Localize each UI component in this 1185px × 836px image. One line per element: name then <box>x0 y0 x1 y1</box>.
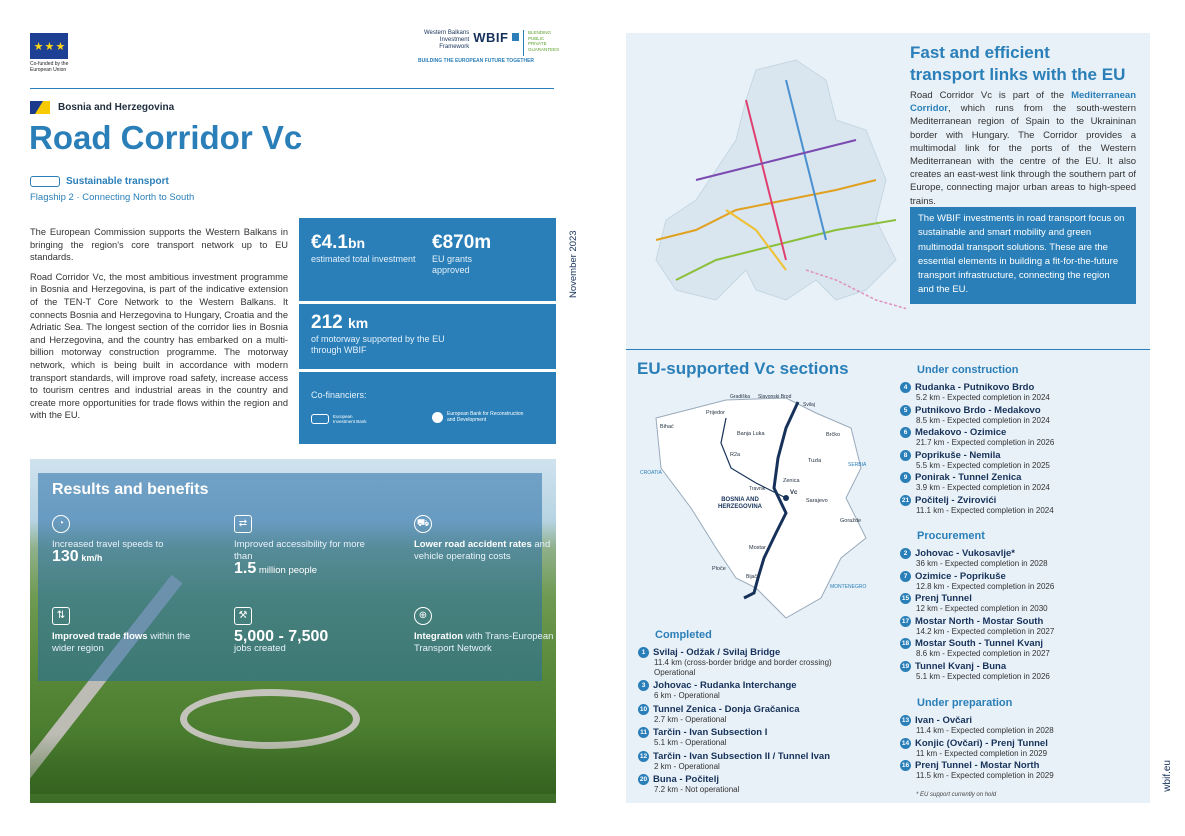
map-city-sarajevo: Sarajevo <box>806 498 828 504</box>
list-item: 18 Mostar South - Tunnel Kvanj 8.6 km - Expected completion in 2027 <box>901 638 1050 658</box>
list-item: 7 Ozimice - Poprikuše 12.8 km - Expected completion in 2026 <box>900 571 1140 592</box>
road-access-icon: ⇄ <box>234 515 252 533</box>
map-city-svilaj: Svilaj <box>803 402 815 408</box>
sector-line <box>30 176 169 187</box>
map-city-mostar: Mostar <box>749 545 766 551</box>
map-city-travnik: Travnik <box>749 486 766 492</box>
motorway-stat-box: 212 km of motorway supported by the EU through WBIF <box>299 304 556 369</box>
right-title: Fast and efficient transport links with the EU <box>910 43 1126 84</box>
preparation-heading: Under preparation <box>917 697 1013 709</box>
map-label-serbia: SERBIA <box>848 462 867 468</box>
construction-list <box>900 382 1140 515</box>
list-item: 17 Mostar North - Mostar South 14.2 km - Expected completion in 2027 <box>901 615 1055 636</box>
investment-label: estimated total investment <box>311 254 416 264</box>
mediterranean-corridor-link: Mediterranean Corridor <box>910 90 1136 115</box>
car-icon: ⛟ <box>414 515 432 533</box>
flagship-label: Flagship 2 · Connecting North to South <box>30 192 195 203</box>
list-item: 19 Tunnel Kvanj - Buna 5.1 km - Expected completion in 2026 <box>901 660 1050 681</box>
sector-label: Sustainable transport <box>66 176 169 187</box>
list-item: 3 Johovac - Rudanka Interchange 6 km - Operational <box>638 680 898 701</box>
map-city-bihac: Bihać <box>660 424 674 430</box>
country-line <box>30 101 174 114</box>
grants-value: €870m <box>432 232 492 253</box>
corridor-text: Road Corridor Vc is part of the Mediterranean Corridor, which runs from the south-western Mediterranean region of Spain to the Ukraininan border with Hungary. The Corridor provides a multimodal link for the ports of the Western Mediterranean with the centre of the EU. It also creates an east-west link through the southern part of Europe, connecting major urban areas to high-speed trains. <box>910 90 1136 207</box>
investment-value: €4.1 <box>311 232 348 253</box>
website-label: wbif.eu <box>1162 760 1173 792</box>
map-label-croatia: CROATIA <box>640 470 662 476</box>
list-item: 12 Tarčin - Ivan Subsection II / Tunnel Ivan 2 km - Operational <box>639 750 831 771</box>
map-label-montenegro: MONTENEGRO <box>830 584 867 590</box>
europe-corridor-map <box>636 40 906 340</box>
intro-paragraph-2: Road Corridor Vc, the most ambitious investment programme in Bosnia and Herzegovina, is part of the indicative extension of the TEN-T Core Network to the Western Balkans. It connects Bosnia and Herzegovina to Hungary, Croatia and the Adriatic Sea. The longest section of the corridor lies in Bosnia and Herzegovina, and the country has embarked on a multi-billion motorway construction programme. The motorway network, which is being built in accordance with modern transport standards, will improve road safety, increase access to tourism centres and industrial areas in the country and create more opportunities for trade flows within the region and with the EU. <box>30 271 288 421</box>
wbif-logo: Western Balkans Investment Framework WBIF BLENDING PUBLIC PRIVATE GUARANTEES BUILDING THE EUROPEAN FUTURE TOGETHER <box>418 30 560 64</box>
map-city-banja-luka: Banja Luka <box>737 431 765 437</box>
results-title: Results and benefits <box>52 481 209 498</box>
intro-text <box>30 226 288 429</box>
tools-icon: ⚒ <box>234 607 252 625</box>
construction-heading: Under construction <box>917 364 1019 376</box>
result-trade: ⇅ Improved trade flows within the wider region <box>52 607 202 655</box>
list-item: 20 Buna - Počitelj 7.2 km - Not operational <box>639 774 740 794</box>
completed-heading: Completed <box>655 629 712 641</box>
bih-flag-icon <box>30 101 50 114</box>
result-jobs: ⚒ 5,000 - 7,500 jobs created <box>234 607 384 655</box>
intro-paragraph-1: The European Commission supports the Western Balkans in bringing the region's core transport network up to EU standards. <box>30 227 288 263</box>
eib-logo: European Investment Bank <box>311 414 373 424</box>
map-label-vc: Vc <box>790 490 798 496</box>
preparation-list <box>900 715 1140 781</box>
list-item: 5 Putnikovo Brdo - Medakovo 8.5 km - Expected completion in 2024 <box>900 405 1140 426</box>
wbif-investment-box: The WBIF investments in road transport focus on sustainable and smart mobility and green multimodal transport solutions. These are the essential elements in building a fit-for-the-future transport infrastructure, connecting the region and the EU. <box>910 207 1136 304</box>
list-item: 21 Počitelj - Zvirovići 11.1 km - Expected completion in 2024 <box>901 494 1054 515</box>
result-speed: ◔ Increased travel speeds to 130 km/h <box>52 515 202 565</box>
map-city-prijedor: Prijedor <box>706 410 725 416</box>
ebrd-logo: European Bank for Reconstruction and Development <box>432 412 527 423</box>
list-item: 14 Konjic (Ovčari) - Prenj Tunnel 11 km - Expected completion in 2029 <box>901 737 1048 758</box>
completed-list <box>638 647 898 795</box>
sections-title: EU-supported Vc sections <box>637 359 849 378</box>
investment-stat-box: €4.1bn estimated total investment €870m EU grants approved <box>299 218 556 301</box>
eu-flag-logo: ★ ★ ★ <box>30 33 68 59</box>
list-item: 2 Johovac - Vukosavlje* 36 km - Expected completion in 2028 <box>900 548 1140 569</box>
list-item: 11 Tarčin - Ivan Subsection I 5.1 km - Operational <box>638 727 898 748</box>
footnote: * EU support currently on hold <box>916 792 997 798</box>
km-label: of motorway supported by the EU through WBIF <box>311 334 445 355</box>
km-value: 212 <box>311 312 343 333</box>
map-city-ploce: Ploče <box>712 566 726 572</box>
list-item: 9 Ponirak - Tunnel Zenica 3.9 km - Expected completion in 2024 <box>900 472 1140 493</box>
map-city-gorazde: Goražde <box>840 518 862 524</box>
map-label-bih: BOSNIA AND HERZEGOVINA <box>718 497 763 510</box>
map-city-gradiska: Gradiška <box>730 394 751 400</box>
procurement-list <box>900 548 1140 681</box>
list-item: 8 Poprikuše - Nemila 5.5 km - Expected completion in 2025 <box>900 450 1140 471</box>
list-item: 10 Tunnel Zenica - Donja Gračanica 2.7 km - Operational <box>639 703 800 724</box>
cofinanciers-box <box>299 372 556 444</box>
eu-caption: Co-funded by the European Union <box>30 61 69 73</box>
result-integration: ⊕ Integration with Trans-European Transport Network <box>414 607 564 655</box>
result-accessibility: ⇄ Improved accessibility for more than 1.5 million people <box>234 515 384 577</box>
list-item: 1 Svilaj - Odžak / Svilaj Bridge 11.4 km (cross-border bridge and border crossing) Operational <box>638 647 898 677</box>
list-item: 6 Medakovo - Ozimice 21.7 km - Expected completion in 2026 <box>900 427 1140 448</box>
map-city-slavonski-brod: Slavonski Brod <box>758 394 792 400</box>
map-label-r2a: R2a <box>730 452 741 458</box>
list-item: 15 Prenj Tunnel 12 km - Expected completion in 2030 <box>901 593 1048 613</box>
map-city-tuzla: Tuzla <box>808 458 822 464</box>
country-name: Bosnia and Herzegovina <box>58 102 175 113</box>
page-title: Road Corridor Vc <box>29 119 303 156</box>
result-safety: ⛟ Lower road accident rates and vehicle operating costs <box>414 515 564 563</box>
trade-flow-icon: ⇅ <box>52 607 70 625</box>
map-city-zenica: Zenica <box>783 478 800 484</box>
procurement-heading: Procurement <box>917 530 985 542</box>
speedometer-icon: ◔ <box>52 515 70 533</box>
grants-label: EU grants approved <box>432 254 473 275</box>
section-divider <box>626 349 1150 350</box>
cofinanciers-label: Co-financiers: <box>311 390 367 400</box>
map-city-brcko: Brčko <box>826 432 841 438</box>
network-icon: ⊕ <box>414 607 432 625</box>
list-item: 16 Prenj Tunnel - Mostar North 11.5 km - Expected completion in 2029 <box>901 760 1054 780</box>
list-item: 13 Ivan - Ovčari 11.4 km - Expected completion in 2028 <box>901 715 1054 735</box>
train-icon <box>30 176 60 187</box>
list-item: 4 Rudanka - Putnikovo Brdo 5.2 km - Expected completion in 2024 <box>900 382 1140 403</box>
date-label: November 2023 <box>568 230 579 298</box>
map-city-bijaca: Bijača <box>746 574 760 580</box>
header-rule <box>30 88 554 89</box>
